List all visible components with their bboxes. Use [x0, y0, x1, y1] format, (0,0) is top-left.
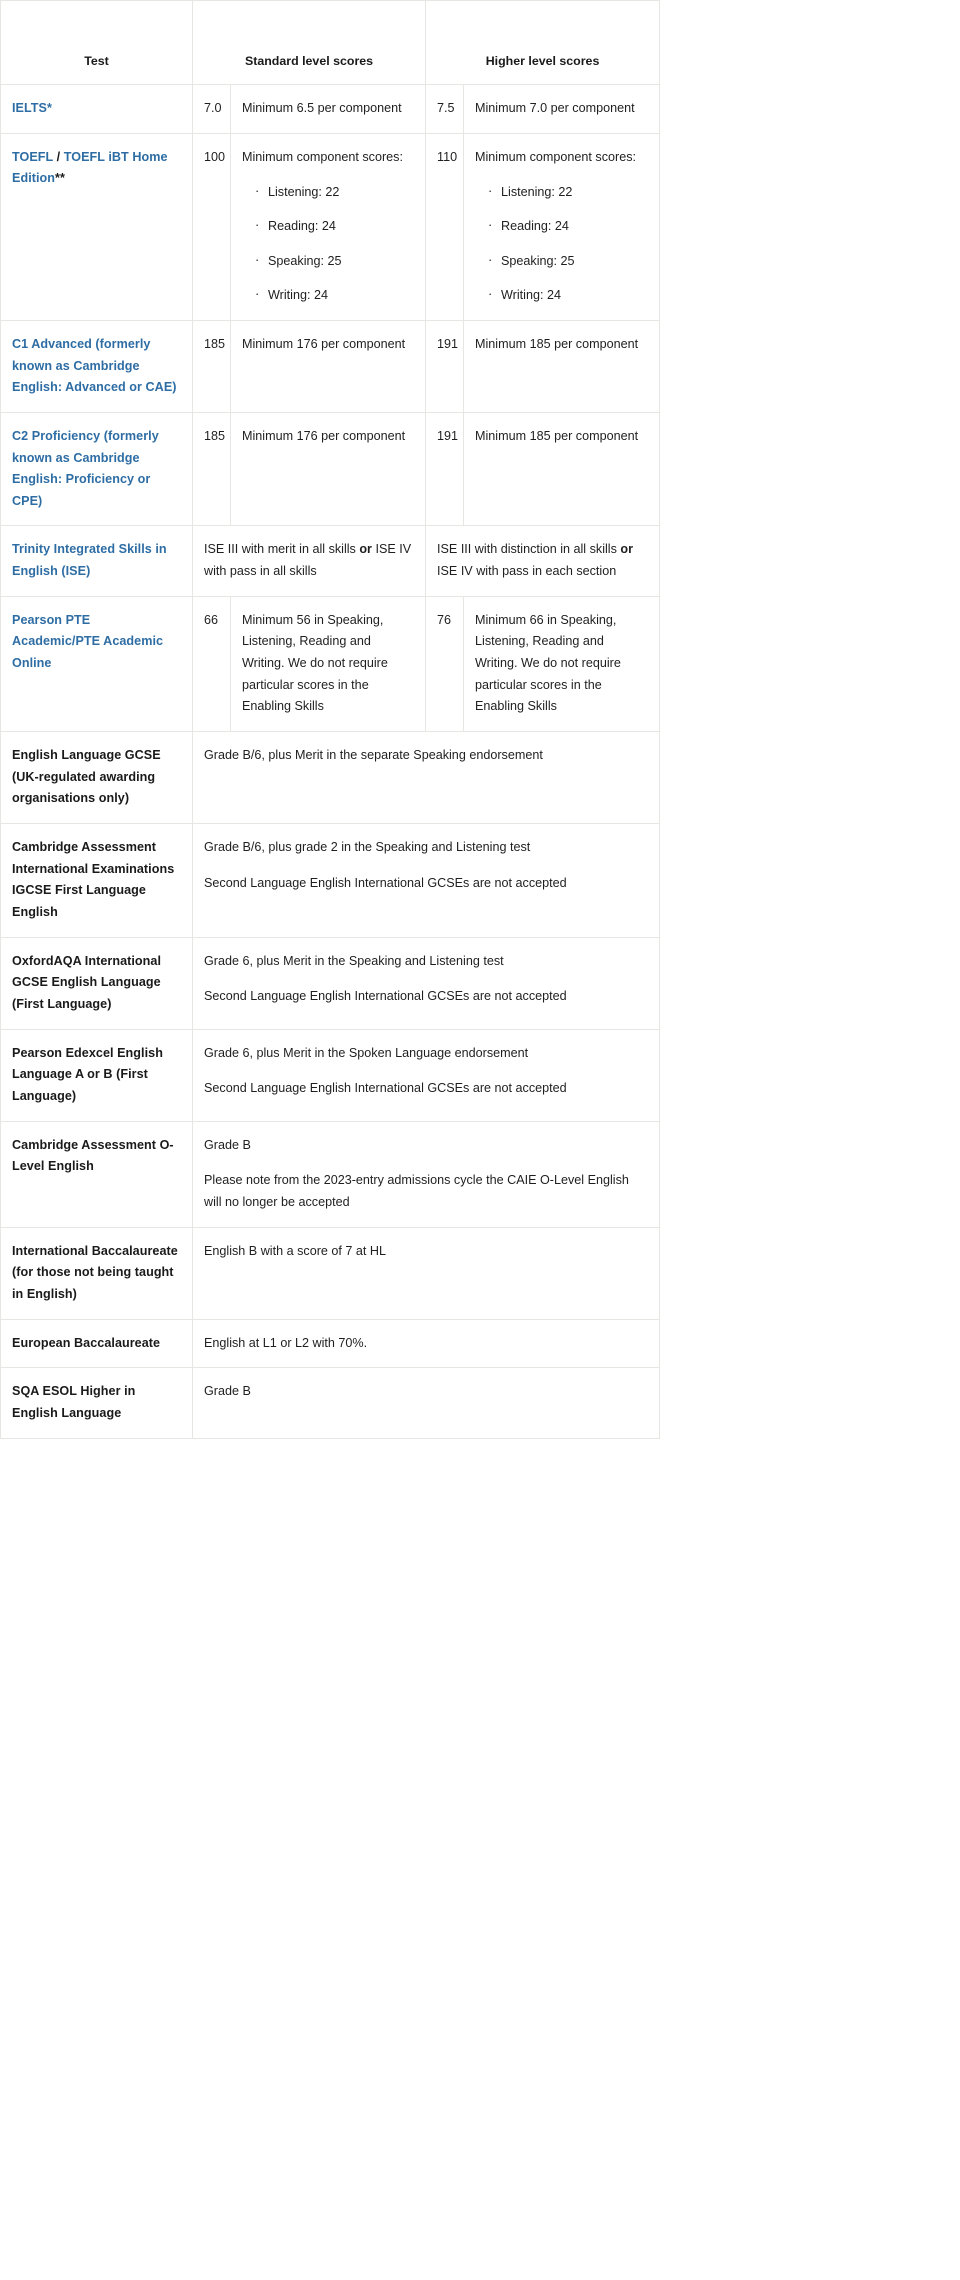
component-score-list: [242, 182, 414, 305]
test-name-link[interactable]: IELTS*: [12, 101, 52, 115]
requirement-paragraph: Second Language English International GCSEs are not accepted: [204, 1081, 567, 1096]
requirement-paragraph: Grade 6, plus Merit in the Speaking and Listening test: [204, 953, 504, 968]
standard-level-score: 185: [193, 320, 231, 412]
standard-level-score: 100: [193, 133, 231, 320]
requirement-paragraph: Minimum 185 per component: [475, 428, 639, 443]
higher-level-text-cell: [464, 85, 660, 134]
requirement-paragraph: ISE III with merit in all skills or ISE IV with pass in all skills: [204, 542, 412, 579]
requirement-paragraph: Grade B: [204, 1384, 251, 1399]
requirement-paragraph: English B with a score of 7 at HL: [204, 1243, 387, 1258]
table-row: [1, 85, 660, 134]
table-row: [1, 1121, 660, 1227]
component-score-item: · Writing: 24: [501, 285, 648, 305]
table-row: [1, 133, 660, 320]
requirement-paragraph: Minimum 56 in Speaking, Listening, Reading and Writing. We do not require particular scores in the Enabling Skills: [242, 612, 388, 714]
component-score-item: · Reading: 24: [268, 216, 414, 236]
test-name-cell: [1, 937, 193, 1029]
requirement-paragraph: Minimum 185 per component: [475, 336, 639, 351]
standard-level-score: 66: [193, 596, 231, 731]
requirement-text-cell: [193, 1121, 660, 1227]
column-header-higher-level-scores: Higher level scores: [426, 1, 660, 85]
table-row: [1, 1319, 660, 1368]
table-body: [1, 85, 660, 1439]
table-row: [1, 732, 660, 824]
test-name-cell: [1, 1121, 193, 1227]
table-row: [1, 412, 660, 526]
table-row: [1, 1227, 660, 1319]
standard-level-score: 7.0: [193, 85, 231, 134]
higher-level-score: 76: [426, 596, 464, 731]
requirement-paragraph: Grade B/6, plus Merit in the separate Speaking endorsement: [204, 748, 543, 763]
requirement-text-cell: [193, 824, 660, 938]
test-name-cell: [1, 824, 193, 938]
component-score-item: · Reading: 24: [501, 216, 648, 236]
higher-level-score: 110: [426, 133, 464, 320]
test-name-label: OxfordAQA International GCSE English Language (First Language): [12, 953, 162, 1011]
test-name-link[interactable]: C1 Advanced (formerly known as Cambridge English: Advanced or CAE): [12, 336, 177, 395]
standard-level-text-cell: [231, 320, 426, 412]
test-name-cell: [1, 1029, 193, 1121]
english-language-requirements-table: [0, 0, 660, 1439]
higher-level-score: 7.5: [426, 85, 464, 134]
requirement-paragraph: Minimum 6.5 per component: [242, 101, 402, 115]
requirement-text-cell: [193, 1319, 660, 1368]
requirement-paragraph: Minimum 176 per component: [242, 428, 406, 443]
requirement-paragraph: Minimum component scores:: [242, 149, 403, 164]
header-row: [1, 1, 660, 85]
component-score-item: · Speaking: 25: [501, 251, 648, 271]
higher-level-score: 191: [426, 412, 464, 526]
component-score-item: · Listening: 22: [268, 182, 414, 202]
test-name-cell[interactable]: [1, 412, 193, 526]
test-name-link[interactable]: Trinity Integrated Skills in English (ISE): [12, 542, 167, 579]
test-name-cell[interactable]: [1, 85, 193, 134]
standard-level-text-cell: [231, 133, 426, 320]
requirement-paragraph: Grade B: [204, 1137, 251, 1152]
standard-level-score: 185: [193, 412, 231, 526]
standard-level-text-cell: [231, 412, 426, 526]
test-name-cell[interactable]: [1, 526, 193, 596]
requirement-paragraph: English at L1 or L2 with 70%.: [204, 1335, 368, 1350]
higher-level-text-cell: [464, 412, 660, 526]
test-name-link[interactable]: Pearson PTE Academic/PTE Academic Online: [12, 612, 164, 671]
requirement-text-cell: [193, 1227, 660, 1319]
component-score-item: · Listening: 22: [501, 182, 648, 202]
test-name-label: Cambridge Assessment International Examinations IGCSE First Language English: [12, 840, 175, 919]
table-row: [1, 1029, 660, 1121]
test-name-link[interactable]: C2 Proficiency (formerly known as Cambridge English: Proficiency or CPE): [12, 428, 159, 508]
table-row: [1, 824, 660, 938]
standard-level-text-cell: [193, 526, 426, 596]
column-header-standard-level-scores: Standard level scores: [193, 1, 426, 85]
higher-level-text-cell: [464, 133, 660, 320]
requirement-text-cell: [193, 1368, 660, 1438]
requirement-text-cell: [193, 732, 660, 824]
requirement-paragraph: ISE III with distinction in all skills or ISE IV with pass in each section: [437, 542, 633, 579]
higher-level-text-cell: [464, 320, 660, 412]
requirement-paragraph: Minimum 7.0 per component: [475, 101, 635, 115]
test-name-cell[interactable]: [1, 320, 193, 412]
requirement-paragraph: Please note from the 2023-entry admissions cycle the CAIE O-Level English will no longer be accepted: [204, 1173, 629, 1209]
test-name-label: Cambridge Assessment O-Level English: [12, 1137, 174, 1174]
higher-level-score: 191: [426, 320, 464, 412]
requirement-paragraph: Minimum component scores:: [475, 149, 636, 164]
table-header: [1, 1, 660, 85]
test-name-label: SQA ESOL Higher in English Language: [12, 1384, 136, 1420]
requirement-paragraph: Grade B/6, plus grade 2 in the Speaking and Listening test: [204, 840, 531, 855]
test-name-cell: [1, 732, 193, 824]
table-row: [1, 1368, 660, 1438]
test-name-label: Pearson Edexcel English Language A or B (First Language): [12, 1045, 163, 1103]
table-row: [1, 320, 660, 412]
higher-level-text-cell: [464, 596, 660, 731]
test-name-label: English Language GCSE (UK-regulated awarding organisations only): [12, 748, 161, 806]
table-row: [1, 937, 660, 1029]
requirement-text-cell: [193, 937, 660, 1029]
component-score-list: [475, 182, 648, 305]
requirement-paragraph: Second Language English International GCSEs are not accepted: [204, 989, 567, 1004]
requirement-paragraph: Grade 6, plus Merit in the Spoken Language endorsement: [204, 1045, 529, 1060]
test-name-link[interactable]: TOEFL / TOEFL iBT Home Edition**: [12, 149, 168, 186]
test-name-cell[interactable]: [1, 596, 193, 731]
requirement-paragraph: Minimum 66 in Speaking, Listening, Reading and Writing. We do not require particular scores in the Enabling Skills: [475, 612, 621, 714]
test-name-cell: [1, 1368, 193, 1438]
standard-level-text-cell: [231, 85, 426, 134]
column-header-test: Test: [1, 1, 193, 85]
requirement-paragraph: Minimum 176 per component: [242, 336, 406, 351]
test-name-cell: [1, 1319, 193, 1368]
table-row: [1, 526, 660, 596]
requirement-paragraph: Second Language English International GCSEs are not accepted: [204, 875, 567, 890]
test-name-cell[interactable]: [1, 133, 193, 320]
table-row: [1, 596, 660, 731]
requirement-text-cell: [193, 1029, 660, 1121]
test-name-label: European Baccalaureate: [12, 1335, 161, 1350]
test-name-label: International Baccalaureate (for those not being taught in English): [12, 1243, 178, 1301]
component-score-item: · Writing: 24: [268, 285, 414, 305]
test-name-cell: [1, 1227, 193, 1319]
component-score-item: · Speaking: 25: [268, 251, 414, 271]
higher-level-text-cell: [426, 526, 660, 596]
standard-level-text-cell: [231, 596, 426, 731]
